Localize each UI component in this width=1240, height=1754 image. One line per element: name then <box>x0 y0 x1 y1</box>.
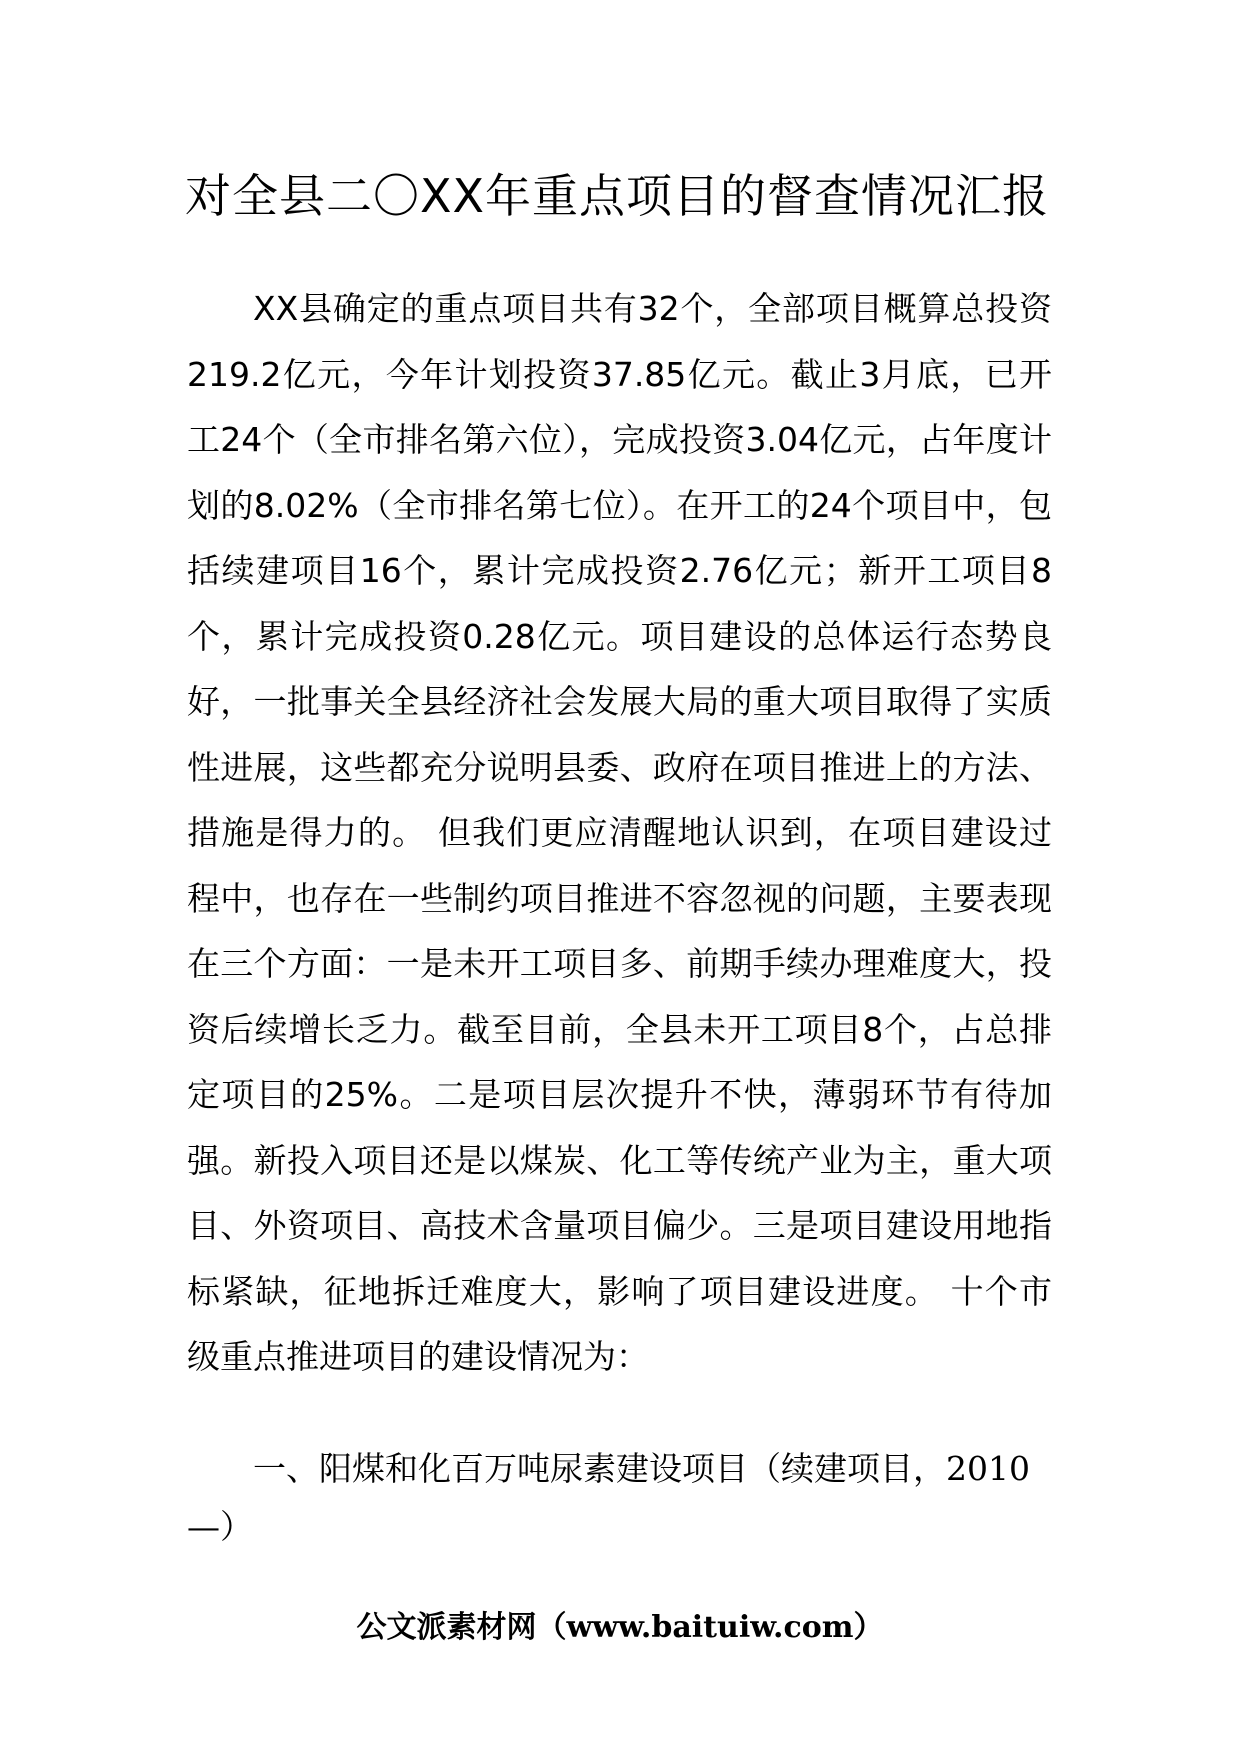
footer-watermark: 公文派素材网（www.baituiw.com） <box>356 1610 884 1645</box>
document-title: 对全县二〇XX年重点项目的督查情况汇报 <box>185 169 1050 223</box>
body-paragraph: XX县确定的重点项目共有32个，全部项目概算总投资219.2亿元，今年计划投资37.85亿元。截止3月底，已开工24个（全市排名第六位），完成投资3.04亿元，占年度计划的8.02%（全市排名第七位）。在开工的24个项目中，包括续建项目16个，累计完成投资2.76亿元；新开工项目8个，累计完成投资0.28亿元。项目建设的总体运行态势良好，一批事关全县经济社会发展大局的重大项目取得了实质性进展，这些都充分说明县委、政府在项目推进上的方法、措施是得力的。 但我们更应清醒地认识到，在项目建设过程中，也存在一些制约项目推进不容忽视的问题，主要表现在三个方面：一是未开工项目多、前期手续办理难度大，投资后续增长乏力。截至目前，全县未开工项目8个，占总排定项目的25%。二是项目层次提升不快，薄弱环节有待加强。新投入项目还是以煤炭、化工等传统产业为主，重大项目、外资项目、高技术含量项目偏少。三是项目建设用地指标紧缺，征地拆迁难度大，影响了项目建设进度。 十个市级重点推进项目的建设情况为： <box>187 289 1052 1376</box>
section-heading: 一、阳煤和化百万吨尿素建设项目（续建项目，2010—） <box>187 1449 1030 1546</box>
